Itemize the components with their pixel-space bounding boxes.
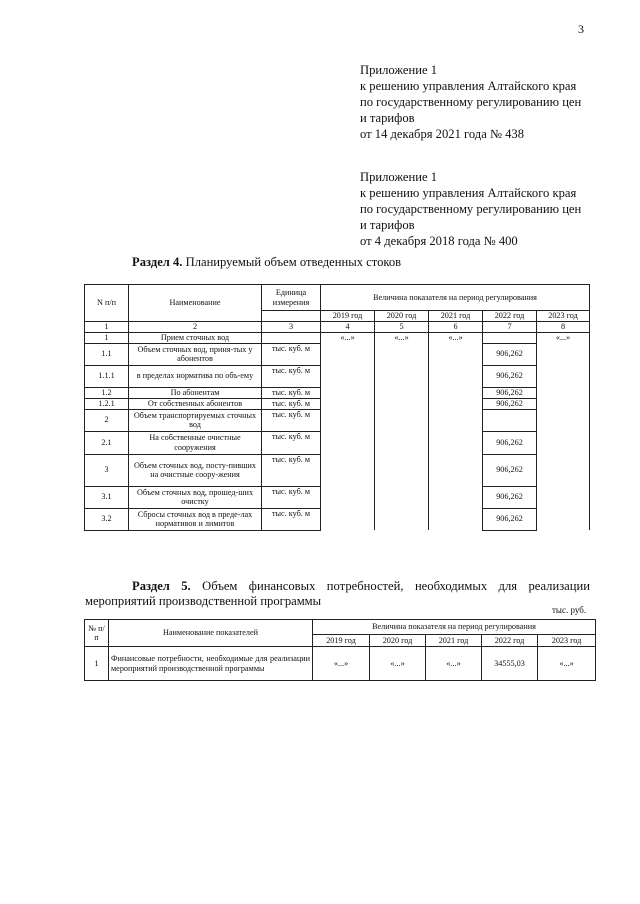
row-name: Объем сточных вод, прошед-ших очистку	[129, 486, 262, 508]
value-2019: «...»	[321, 332, 375, 530]
annex-line: от 14 декабря 2021 года № 438	[360, 127, 525, 141]
annex-previous-header	[360, 169, 630, 249]
header-num: N п/п	[85, 285, 129, 322]
header-year: 2021 год	[426, 635, 482, 647]
row-unit: тыс. куб. м	[262, 387, 321, 398]
value-2022: 906,262	[483, 454, 537, 486]
row-name: Объем сточных вод, посту-пивших на очистные соору-жения	[129, 454, 262, 486]
header-year: 2022 год	[482, 635, 538, 647]
row-num: 2	[85, 409, 129, 431]
col-number: 4	[321, 322, 375, 333]
row-num: 1.2	[85, 387, 129, 398]
annex-line: к решению управления Алтайского края	[360, 79, 577, 93]
row-name: Объем сточных вод, приня-тых у абонентов	[129, 343, 262, 365]
row-unit	[262, 332, 321, 343]
row-unit: тыс. куб. м	[262, 454, 321, 486]
annex-line: и тарифов	[360, 218, 415, 232]
header-unit: Единица измерения	[262, 285, 321, 311]
annex-line: Приложение 1	[360, 63, 438, 77]
row-name: Сбросы сточных вод в преде-лах нормативов и лимитов	[129, 508, 262, 530]
row-name: Прием сточных вод	[129, 332, 262, 343]
value-2022: 34555,03	[482, 647, 538, 681]
value-2021: «...»	[426, 647, 482, 681]
annex-line: Приложение 1	[360, 170, 438, 184]
header-num: № п/п	[85, 620, 109, 647]
annex-line: по государственному регулированию цен	[360, 95, 582, 109]
value-2022: 906,262	[483, 398, 537, 409]
col-number: 2	[129, 322, 262, 333]
table-row	[85, 332, 590, 343]
section5-title	[85, 579, 590, 609]
annex-line: и тарифов	[360, 111, 415, 125]
value-2022: 906,262	[483, 365, 537, 387]
value-2022: 906,262	[483, 486, 537, 508]
row-num: 3	[85, 454, 129, 486]
table-row	[85, 647, 596, 681]
row-num: 1.1	[85, 343, 129, 365]
row-name: На собственные очистные сооружения	[129, 431, 262, 454]
value-2022	[483, 409, 537, 431]
row-unit: тыс. куб. м	[262, 398, 321, 409]
annex-line: к решению управления Алтайского края	[360, 186, 577, 200]
annex-line: по государственному регулированию цен	[360, 202, 582, 216]
section4-table	[84, 284, 590, 531]
section4-title	[132, 255, 401, 270]
header-year: 2023 год	[538, 635, 596, 647]
row-unit: тыс. куб. м	[262, 431, 321, 454]
col-number: 5	[375, 322, 429, 333]
value-2023: «...»	[538, 647, 596, 681]
row-num: 1	[85, 647, 109, 681]
col-number: 8	[537, 322, 590, 333]
row-unit: тыс. куб. м	[262, 486, 321, 508]
value-2022: 906,262	[483, 343, 537, 365]
value-2021: «...»	[429, 332, 483, 530]
section5-table	[84, 619, 596, 681]
row-name: По абонентам	[129, 387, 262, 398]
col-number: 7	[483, 322, 537, 333]
header-year: 2019 год	[313, 635, 370, 647]
row-name: Объем транспортируемых сточных вод	[129, 409, 262, 431]
col-number: 3	[262, 322, 321, 333]
row-unit: тыс. куб. м	[262, 508, 321, 530]
value-2022	[483, 332, 537, 343]
row-unit: тыс. куб. м	[262, 343, 321, 365]
units-note: тыс. руб.	[552, 605, 587, 615]
header-name: Наименование	[129, 285, 262, 322]
header-year: 2020 год	[375, 311, 429, 322]
section5-title-text: Объем финансовых потребностей, необходимых для реализации мероприятий производственной программы	[85, 579, 590, 608]
column-numbers-row	[85, 322, 590, 333]
row-unit: тыс. куб. м	[262, 409, 321, 431]
section5-title-bold: Раздел 5.	[132, 579, 191, 593]
value-2022: 906,262	[483, 387, 537, 398]
row-num: 1.2.1	[85, 398, 129, 409]
row-name: Финансовые потребности, необходимые для реализации мероприятий производственной программы	[109, 647, 313, 681]
header-year: 2022 год	[483, 311, 537, 322]
header-year: 2023 год	[537, 311, 590, 322]
row-name: в пределах норматива по объ-ему	[129, 365, 262, 387]
annex-current-header	[360, 62, 630, 142]
header-value-group: Величина показателя на период регулирования	[321, 285, 590, 311]
row-num: 1	[85, 332, 129, 343]
col-number: 1	[85, 322, 129, 333]
value-2020: «...»	[370, 647, 426, 681]
header-year: 2021 год	[429, 311, 483, 322]
row-name: От собственных абонентов	[129, 398, 262, 409]
value-2019: «...»	[313, 647, 370, 681]
row-num: 3.1	[85, 486, 129, 508]
value-2023: «...»	[537, 332, 590, 530]
col-number: 6	[429, 322, 483, 333]
section4-title-bold: Раздел 4.	[132, 255, 183, 269]
header-name: Наименование показателей	[109, 620, 313, 647]
row-num: 2.1	[85, 431, 129, 454]
page-number: 3	[578, 22, 584, 36]
header-year: 2020 год	[370, 635, 426, 647]
section4-title-text: Планируемый объем отведенных стоков	[182, 255, 402, 269]
row-num: 1.1.1	[85, 365, 129, 387]
value-2020: «...»	[375, 332, 429, 530]
value-2022: 906,262	[483, 508, 537, 530]
value-2022: 906,262	[483, 431, 537, 454]
annex-line: от 4 декабря 2018 года № 400	[360, 234, 518, 248]
row-unit: тыс. куб. м	[262, 365, 321, 387]
header-value-group: Величина показателя на период регулирования	[313, 620, 596, 635]
header-unit-empty	[262, 311, 321, 322]
row-num: 3.2	[85, 508, 129, 530]
header-year: 2019 год	[321, 311, 375, 322]
